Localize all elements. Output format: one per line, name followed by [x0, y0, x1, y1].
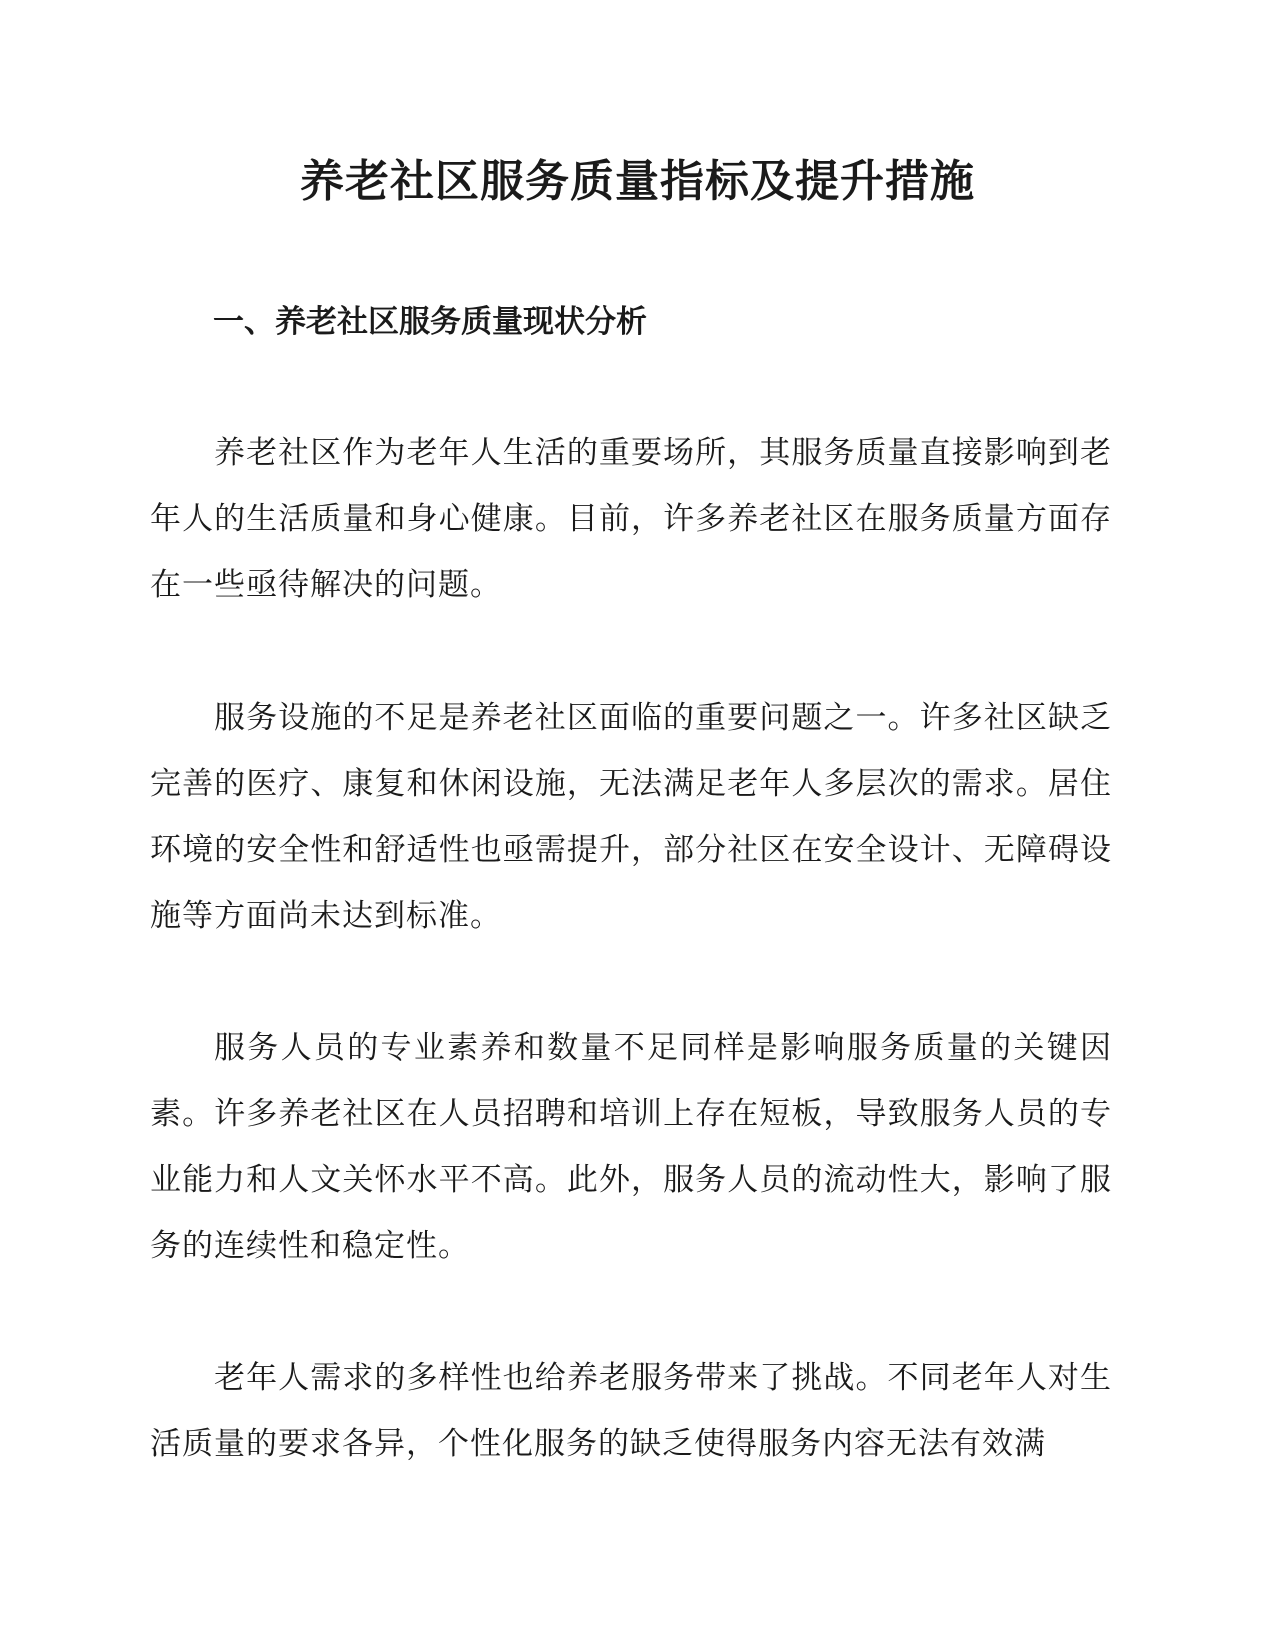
section-heading: 一、养老社区服务质量现状分析: [213, 304, 647, 340]
paragraph-2: 服务设施的不足是养老社区面临的重要问题之一。许多社区缺乏完善的医疗、康复和休闲设施，无法满足老年人多层次的需求。居住环境的安全性和舒适性也亟需提升，部分社区在安全设计、无障碍设施等方面尚未达到标准。: [150, 700, 1112, 934]
paragraph-1: 养老社区作为老年人生活的重要场所，其服务质量直接影响到老年人的生活质量和身心健康。目前，许多养老社区在服务质量方面存在一些亟待解决的问题。: [150, 435, 1112, 603]
document-title: 养老社区服务质量指标及提升措施: [300, 156, 975, 207]
paragraph-3: 服务人员的专业素养和数量不足同样是影响服务质量的关键因素。许多养老社区在人员招聘和培训上存在短板，导致服务人员的专业能力和人文关怀水平不高。此外，服务人员的流动性大，影响了服务的连续性和稳定性。: [150, 1030, 1112, 1264]
paragraph-4: 老年人需求的多样性也给养老服务带来了挑战。不同老年人对生活质量的要求各异，个性化服务的缺乏使得服务内容无法有效满: [150, 1360, 1112, 1462]
